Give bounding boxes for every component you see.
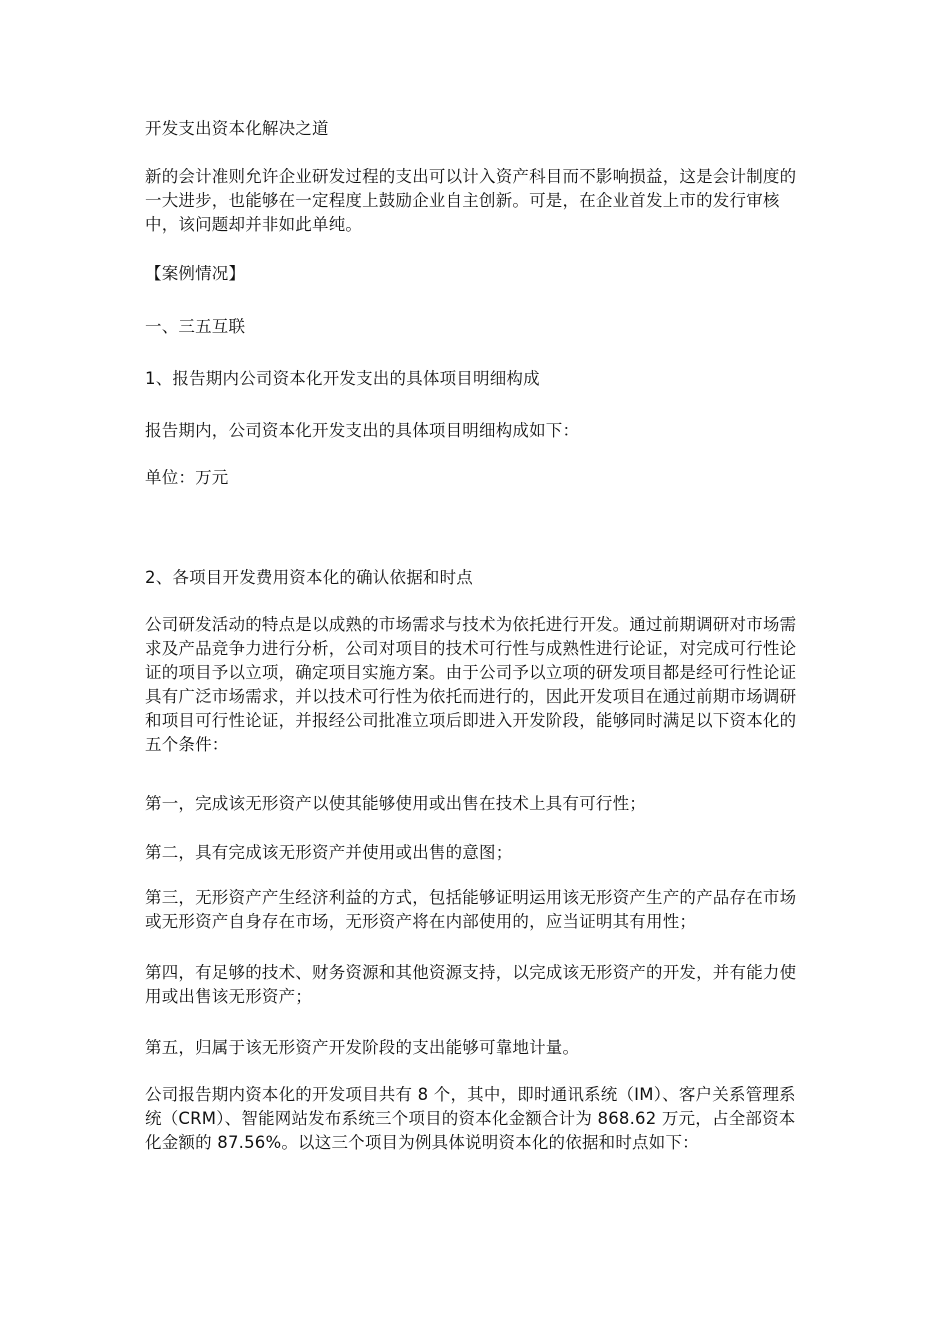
condition-1: 第一，完成该无形资产以使其能够使用或出售在技术上具有可行性； (145, 794, 646, 813)
body-paragraph-long: 公司研发活动的特点是以成熟的市场需求与技术为依托进行开发。通过前期调研对市场需求及产品竞争力进行分析，公司对项目的技术可行性与成熟性进行论证，对完成可行性论证的项目予以立项，确定项目实施方案。由于公司予以立项的研发项目都是经可行性论证具有广泛市场需求，并以技术可行性为依托而进行的，因此开发项目在通过前期市场调研和项目可行性论证，并报经公司批准立项后即进入开发阶段，能够同时满足以下资本化的五个条件： (145, 615, 797, 754)
section-heading-company: 一、三五互联 (145, 317, 246, 336)
summary-paragraph: 公司报告期内资本化的开发项目共有 8 个，其中，即时通讯系统（IM）、客户关系管理系统（CRM）、智能网站发布系统三个项目的资本化金额合计为 868.62 万元，占全部资本化金额的 87.56%。以这三个项目为例具体说明资本化的依据和时点如下： (145, 1085, 796, 1152)
document-title: 开发支出资本化解决之道 (145, 119, 329, 138)
intro-paragraph: 新的会计准则允许企业研发过程的支出可以计入资产科目而不影响损益，这是会计制度的一大进步，也能够在一定程度上鼓励企业自主创新。可是，在企业首发上市的发行审核中，该问题却并非如此单纯。 (145, 167, 797, 234)
body-paragraph: 报告期内，公司资本化开发支出的具体项目明细构成如下： (145, 421, 580, 440)
condition-3: 第三，无形资产产生经济利益的方式，包括能够证明运用该无形资产生产的产品存在市场或无形资产自身存在市场，无形资产将在内部使用的，应当证明其有用性； (145, 888, 797, 931)
condition-4: 第四，有足够的技术、财务资源和其他资源支持，以完成该无形资产的开发，并有能力使用或出售该无形资产； (145, 963, 797, 1006)
subsection-heading-1: 1、报告期内公司资本化开发支出的具体项目明细构成 (145, 369, 540, 388)
unit-note: 单位：万元 (145, 468, 229, 487)
condition-5: 第五，归属于该无形资产开发阶段的支出能够可靠地计量。 (145, 1038, 580, 1057)
subsection-heading-2: 2、各项目开发费用资本化的确认依据和时点 (145, 568, 473, 587)
condition-2: 第二，具有完成该无形资产并使用或出售的意图； (145, 843, 513, 862)
section-heading-case: 【案例情况】 (145, 264, 246, 283)
